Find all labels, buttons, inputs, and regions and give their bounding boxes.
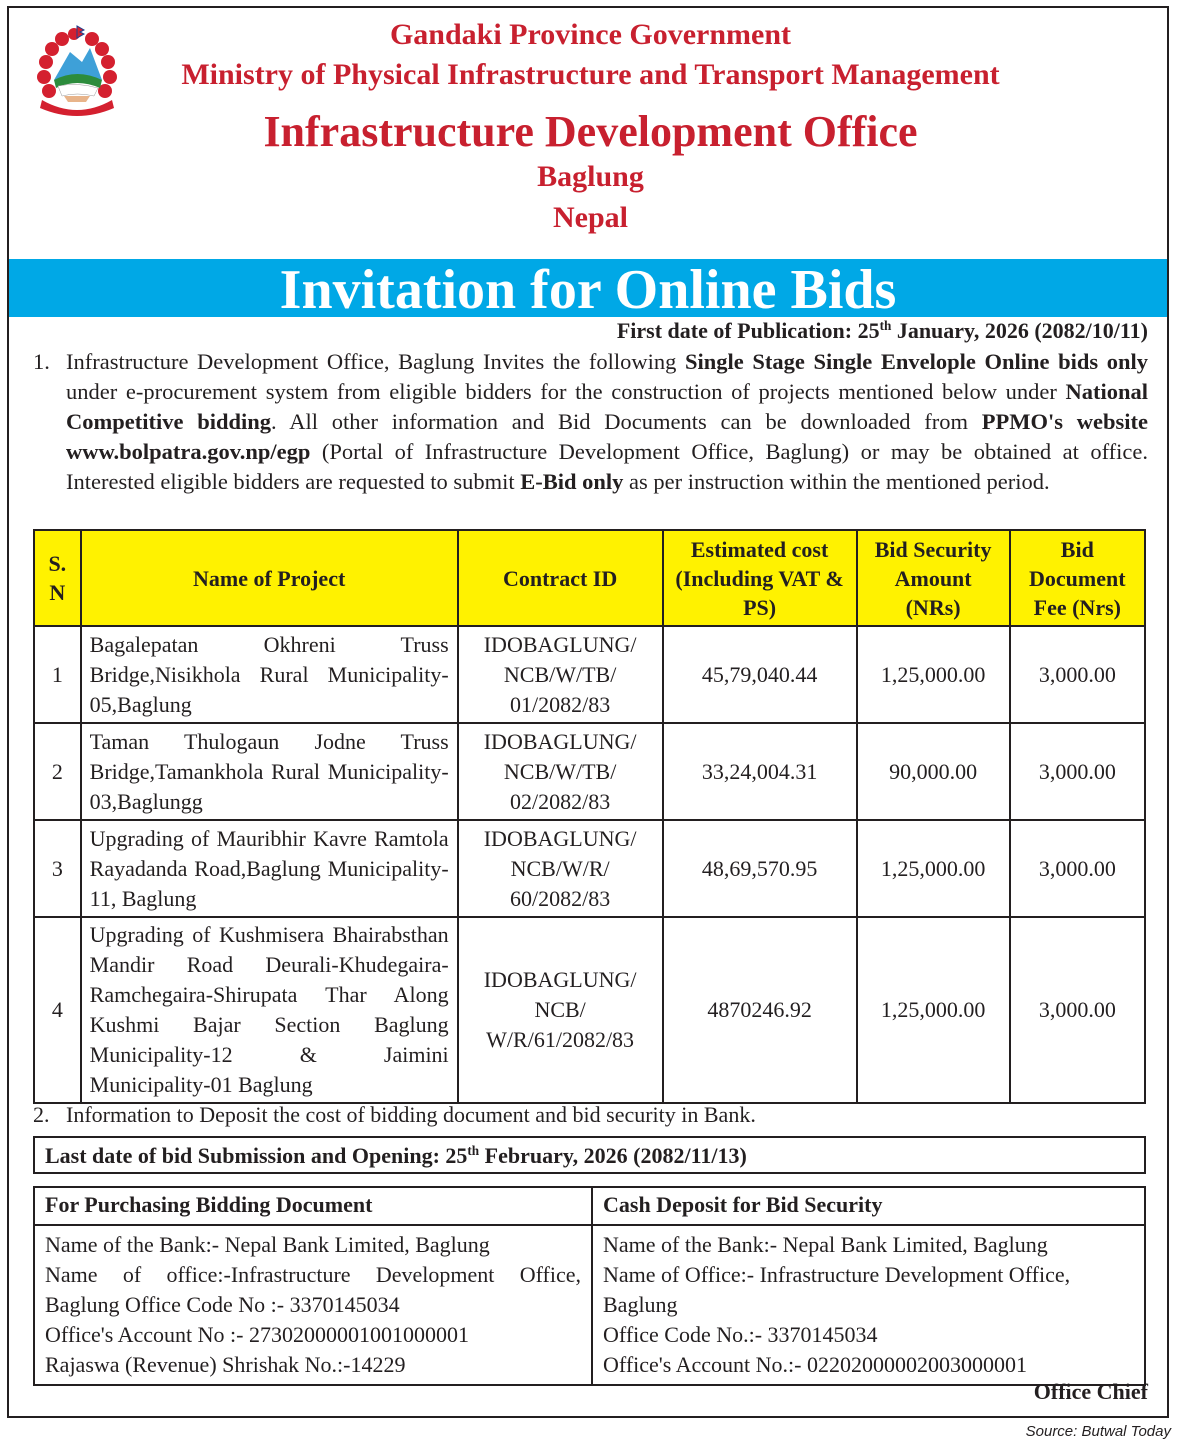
cell-contract-id: IDOBAGLUNG/ NCB/W/TB/ 02/2082/83 <box>458 723 663 820</box>
office-code: Office Code No.:- 3370145034 <box>603 1322 878 1347</box>
office-title: Infrastructure Development Office <box>263 107 918 156</box>
cell-estimated-cost: 33,24,004.31 <box>663 723 857 820</box>
cell-project-name: Upgrading of Kushmisera Bhairabsthan Mandir Road Deurali-Khudegaira-Ramchegaira-Shirupata Thar Along Kushmi Bajar Section Baglung Municipality-12 & Jaimini Municipality-01 Baglung <box>81 917 458 1103</box>
header-sn: S. N <box>34 530 81 626</box>
emphasis-text: E-Bid only <box>520 469 624 494</box>
cell-document-fee: 3,000.00 <box>1010 917 1145 1103</box>
paragraph-number: 1. <box>33 349 50 374</box>
cell-sn: 1 <box>34 626 81 723</box>
source-credit: Source: Butwal Today <box>1025 1423 1171 1440</box>
cell-contract-id: IDOBAGLUNG/ NCB/W/TB/ 01/2082/83 <box>458 626 663 723</box>
body-text: . All other information and Bid Documents can be downloaded from <box>271 409 982 434</box>
cell-estimated-cost: 4870246.92 <box>663 917 857 1103</box>
table-row <box>34 820 1145 917</box>
paragraph-1 <box>33 347 1148 497</box>
bank-name: Name of the Bank:- Nepal Bank Limited, Baglung <box>603 1232 1048 1257</box>
header-bid-security: Bid Security Amount (NRs) <box>857 530 1010 626</box>
cell-contract-id: IDOBAGLUNG/ NCB/ W/R/61/2082/83 <box>458 917 663 1103</box>
paragraph-1-body <box>66 347 1148 497</box>
cell-sn: 4 <box>34 917 81 1103</box>
signature-office-chief: Office Chief <box>1033 1379 1148 1404</box>
office-name: Name of Office:- Infrastructure Development Office, Baglung <box>603 1262 1071 1317</box>
account-number: Office's Account No.:- 02202000002003000001 <box>603 1352 1027 1377</box>
body-text: (Portal of Infrastructure Development Office, Baglung) or may be obtained at office. Interested eligible bidders are requested to submit <box>66 439 1148 494</box>
bid-security-deposit-details <box>592 1225 1145 1385</box>
ministry-title: Ministry of Physical Infrastructure and Transport Management <box>181 58 1000 91</box>
cell-project-name: Bagalepatan Okhreni Truss Bridge,Nisikhola Rural Municipality- 05,Baglung <box>81 626 458 723</box>
bank-details-table <box>33 1186 1146 1386</box>
notice-banner-title: Invitation for Online Bids <box>9 259 1167 317</box>
last-submission-date: Last date of bid Submission and Opening: 25th February, 2026 (2082/11/13) <box>33 1136 1146 1174</box>
purchasing-document-details <box>34 1225 592 1385</box>
cell-bid-security: 1,25,000.00 <box>857 626 1010 723</box>
cell-project-name: Taman Thulogaun Jodne Truss Bridge,Tamankhola Rural Municipality-03,Baglungg <box>81 723 458 820</box>
bid-security-deposit-title: Cash Deposit for Bid Security <box>592 1187 1145 1225</box>
table-row <box>34 917 1145 1103</box>
account-number: Office's Account No :- 27302000001001000001 <box>45 1322 469 1347</box>
cell-document-fee: 3,000.00 <box>1010 626 1145 723</box>
cell-bid-security: 90,000.00 <box>857 723 1010 820</box>
country-name: Nepal <box>553 201 628 234</box>
emphasis-text: National Competitive bidding <box>66 379 1148 434</box>
cell-estimated-cost: 48,69,570.95 <box>663 820 857 917</box>
district-name: Baglung <box>537 160 644 193</box>
paragraph-2 <box>33 1102 756 1128</box>
paragraph-number: 2. <box>33 1102 50 1127</box>
cell-sn: 2 <box>34 723 81 820</box>
purchasing-document-title: For Purchasing Bidding Document <box>34 1187 592 1225</box>
header-project-name: Name of Project <box>81 530 458 626</box>
projects-table <box>33 529 1146 1104</box>
cell-bid-security: 1,25,000.00 <box>857 820 1010 917</box>
body-text: under e-procurement system from eligible bidders for the construction of projects mentioned below under <box>66 379 1066 404</box>
cell-contract-id: IDOBAGLUNG/ NCB/W/R/ 60/2082/83 <box>458 820 663 917</box>
cell-document-fee: 3,000.00 <box>1010 723 1145 820</box>
header-contract-id: Contract ID <box>458 530 663 626</box>
table-row <box>34 626 1145 723</box>
publication-date: First date of Publication: 25th January, 2026 (2082/10/11) <box>616 318 1148 343</box>
header-estimated-cost: Estimated cost (Including VAT & PS) <box>663 530 857 626</box>
cell-bid-security: 1,25,000.00 <box>857 917 1010 1103</box>
revenue-heading-number: Rajaswa (Revenue) Shrishak No.:-14229 <box>45 1352 406 1377</box>
cell-estimated-cost: 45,79,040.44 <box>663 626 857 723</box>
office-name-and-code: Name of office:-Infrastructure Development Office, Baglung Office Code No :- 3370145034 <box>45 1262 581 1317</box>
bank-name: Name of the Bank:- Nepal Bank Limited, Baglung <box>45 1232 490 1257</box>
header-document-fee: Bid Document Fee (Nrs) <box>1010 530 1145 626</box>
body-text: Infrastructure Development Office, Baglung Invites the following <box>66 349 686 374</box>
body-text: as per instruction within the mentioned period. <box>623 469 1050 494</box>
cell-document-fee: 3,000.00 <box>1010 820 1145 917</box>
cell-sn: 3 <box>34 820 81 917</box>
table-row <box>34 723 1145 820</box>
province-government-title: Gandaki Province Government <box>389 18 792 51</box>
cell-project-name: Upgrading of Mauribhir Kavre Ramtola Rayadanda Road,Baglung Municipality-11, Baglung <box>81 820 458 917</box>
emphasis-text: PPMO's website www.bolpatra.gov.np/egp <box>66 409 1148 464</box>
paragraph-2-text: Information to Deposit the cost of bidding document and bid security in Bank. <box>66 1102 756 1127</box>
emphasis-text: Single Stage Single Envelople Online bids only <box>685 349 1148 374</box>
table-header-row <box>34 530 1145 626</box>
